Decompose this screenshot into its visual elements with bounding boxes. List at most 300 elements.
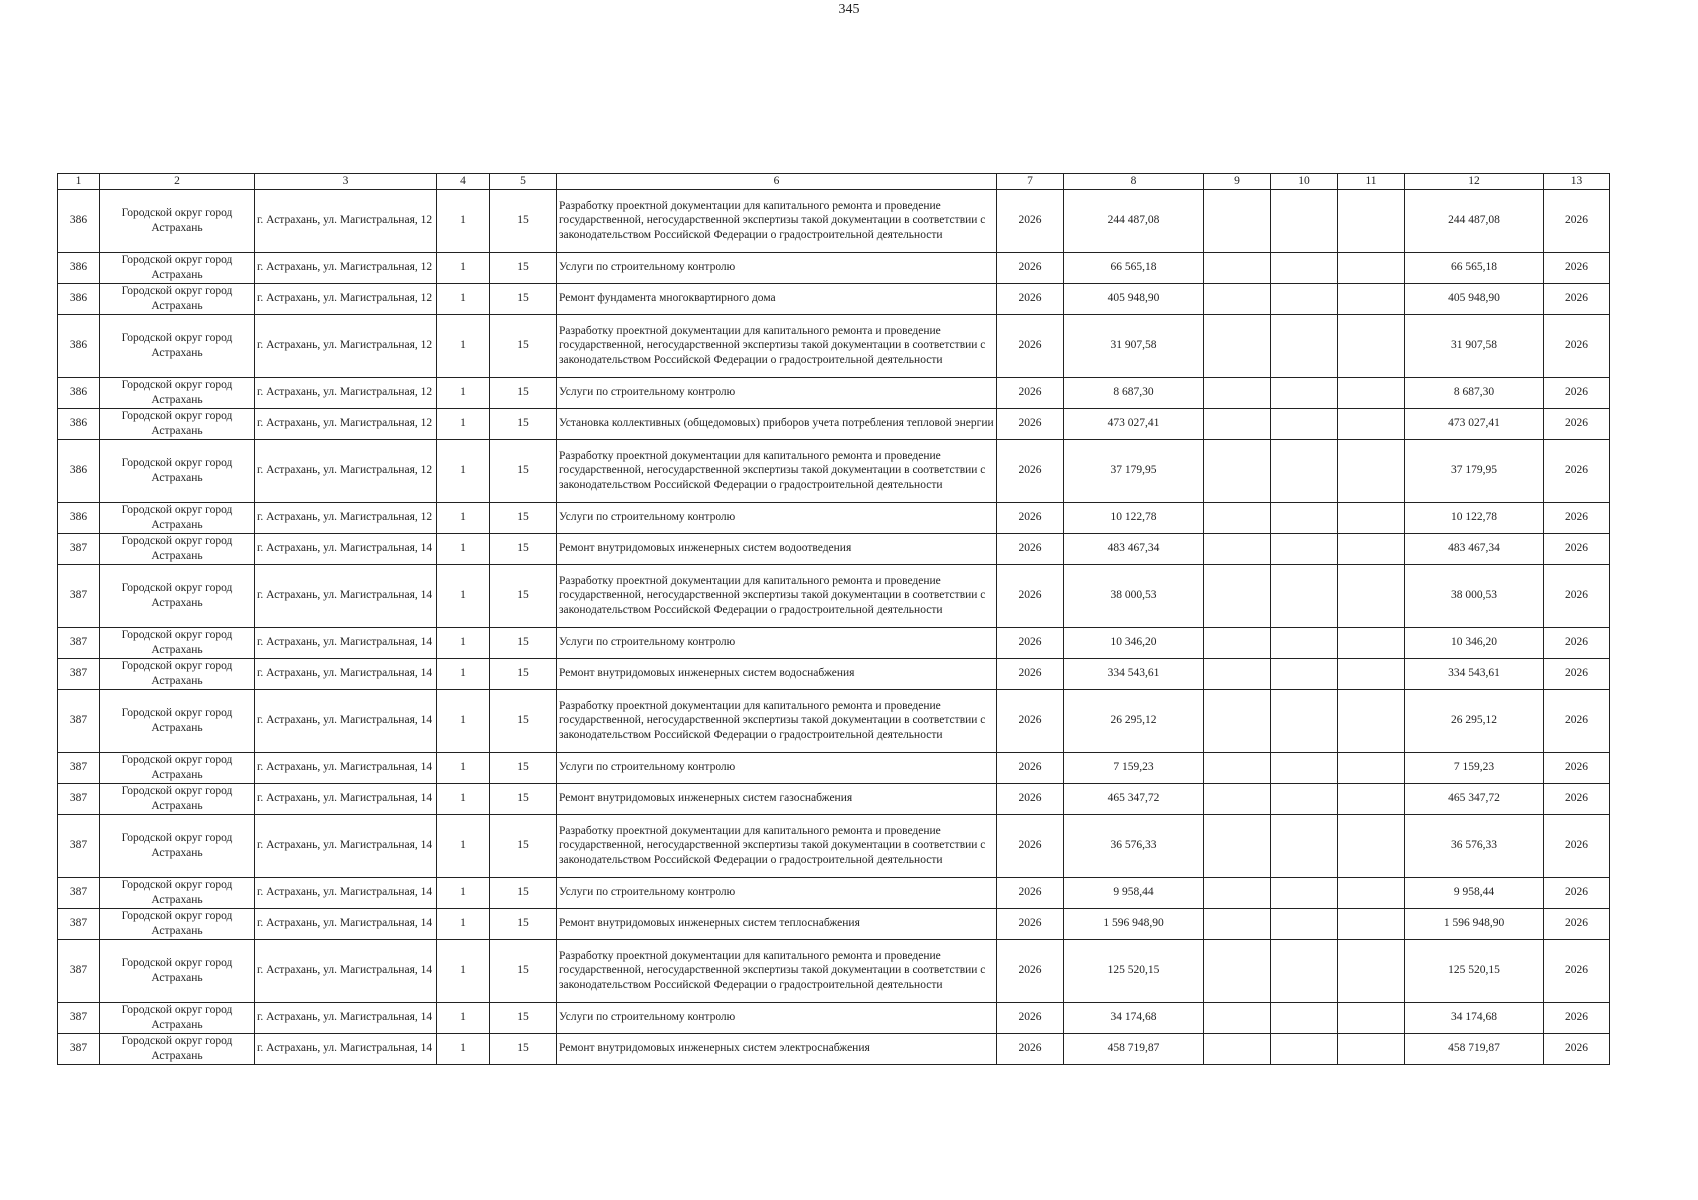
address-cell: г. Астрахань, ул. Магистральная, 14	[255, 752, 437, 783]
municipality-cell: Городской округ город Астрахань	[100, 1033, 255, 1064]
column-11-cell	[1338, 908, 1405, 939]
work-type-cell: Услуги по строительному контролю	[557, 502, 997, 533]
total-cell: 34 174,68	[1405, 1002, 1544, 1033]
column-5-cell: 15	[490, 939, 557, 1002]
column-4-cell: 1	[437, 752, 490, 783]
address-cell: г. Астрахань, ул. Магистральная, 12	[255, 502, 437, 533]
row-number-cell: 387	[58, 752, 100, 783]
column-4-cell: 1	[437, 1002, 490, 1033]
column-4-cell: 1	[437, 189, 490, 252]
work-type-cell: Услуги по строительному контролю	[557, 627, 997, 658]
column-9-cell	[1204, 502, 1271, 533]
column-9-cell	[1204, 814, 1271, 877]
cost-cell: 38 000,53	[1064, 564, 1204, 627]
total-cell: 483 467,34	[1405, 533, 1544, 564]
column-4-cell: 1	[437, 408, 490, 439]
end-year-cell: 2026	[1544, 408, 1610, 439]
cost-cell: 125 520,15	[1064, 939, 1204, 1002]
cost-cell: 8 687,30	[1064, 377, 1204, 408]
row-number-cell: 387	[58, 1033, 100, 1064]
end-year-cell: 2026	[1544, 377, 1610, 408]
total-cell: 31 907,58	[1405, 314, 1544, 377]
cost-cell: 473 027,41	[1064, 408, 1204, 439]
column-4-cell: 1	[437, 1033, 490, 1064]
column-5-cell: 15	[490, 752, 557, 783]
municipality-cell: Городской округ город Астрахань	[100, 189, 255, 252]
row-number-cell: 386	[58, 189, 100, 252]
column-5-cell: 15	[490, 189, 557, 252]
row-number-cell: 386	[58, 408, 100, 439]
year-cell: 2026	[997, 314, 1064, 377]
end-year-cell: 2026	[1544, 533, 1610, 564]
cost-cell: 10 346,20	[1064, 627, 1204, 658]
column-9-cell	[1204, 564, 1271, 627]
table-row	[58, 752, 1610, 783]
year-cell: 2026	[997, 814, 1064, 877]
address-cell: г. Астрахань, ул. Магистральная, 14	[255, 564, 437, 627]
cost-cell: 26 295,12	[1064, 689, 1204, 752]
year-cell: 2026	[997, 502, 1064, 533]
municipality-cell: Городской округ город Астрахань	[100, 252, 255, 283]
column-number-header: 11	[1338, 174, 1405, 190]
work-type-cell: Разработку проектной документации для капитального ремонта и проведение государственной, негосударственной экспертизы такой документации в соответствии с законодательством Российской Федерации о градостроительной деятельности	[557, 564, 997, 627]
column-10-cell	[1271, 627, 1338, 658]
end-year-cell: 2026	[1544, 783, 1610, 814]
column-9-cell	[1204, 1002, 1271, 1033]
address-cell: г. Астрахань, ул. Магистральная, 14	[255, 908, 437, 939]
address-cell: г. Астрахань, ул. Магистральная, 14	[255, 783, 437, 814]
column-9-cell	[1204, 752, 1271, 783]
table-row	[58, 877, 1610, 908]
table-row	[58, 939, 1610, 1002]
end-year-cell: 2026	[1544, 908, 1610, 939]
column-11-cell	[1338, 658, 1405, 689]
column-4-cell: 1	[437, 877, 490, 908]
column-4-cell: 1	[437, 252, 490, 283]
table-body	[58, 189, 1610, 1064]
column-10-cell	[1271, 783, 1338, 814]
work-type-cell: Установка коллективных (общедомовых) приборов учета потребления тепловой энергии	[557, 408, 997, 439]
column-number-header: 1	[58, 174, 100, 190]
column-number-header: 4	[437, 174, 490, 190]
column-10-cell	[1271, 314, 1338, 377]
work-type-cell: Услуги по строительному контролю	[557, 252, 997, 283]
table-row	[58, 252, 1610, 283]
work-type-cell: Услуги по строительному контролю	[557, 752, 997, 783]
work-type-cell: Услуги по строительному контролю	[557, 877, 997, 908]
table-row	[58, 314, 1610, 377]
table-row	[58, 1033, 1610, 1064]
column-11-cell	[1338, 752, 1405, 783]
municipality-cell: Городской округ город Астрахань	[100, 377, 255, 408]
total-cell: 473 027,41	[1405, 408, 1544, 439]
column-10-cell	[1271, 189, 1338, 252]
column-4-cell: 1	[437, 564, 490, 627]
work-type-cell: Ремонт внутридомовых инженерных систем водоотведения	[557, 533, 997, 564]
work-type-cell: Разработку проектной документации для капитального ремонта и проведение государственной, негосударственной экспертизы такой документации в соответствии с законодательством Российской Федерации о градостроительной деятельности	[557, 439, 997, 502]
column-5-cell: 15	[490, 814, 557, 877]
table-row	[58, 814, 1610, 877]
column-9-cell	[1204, 283, 1271, 314]
cost-cell: 244 487,08	[1064, 189, 1204, 252]
row-number-cell: 387	[58, 1002, 100, 1033]
column-11-cell	[1338, 533, 1405, 564]
column-5-cell: 15	[490, 439, 557, 502]
cost-cell: 483 467,34	[1064, 533, 1204, 564]
row-number-cell: 387	[58, 689, 100, 752]
work-type-cell: Ремонт внутридомовых инженерных систем водоснабжения	[557, 658, 997, 689]
cost-cell: 9 958,44	[1064, 877, 1204, 908]
municipality-cell: Городской округ город Астрахань	[100, 283, 255, 314]
column-number-header: 9	[1204, 174, 1271, 190]
municipality-cell: Городской округ город Астрахань	[100, 1002, 255, 1033]
cost-cell: 10 122,78	[1064, 502, 1204, 533]
column-10-cell	[1271, 502, 1338, 533]
column-4-cell: 1	[437, 627, 490, 658]
address-cell: г. Астрахань, ул. Магистральная, 12	[255, 314, 437, 377]
address-cell: г. Астрахань, ул. Магистральная, 12	[255, 283, 437, 314]
column-5-cell: 15	[490, 283, 557, 314]
column-11-cell	[1338, 1002, 1405, 1033]
column-9-cell	[1204, 314, 1271, 377]
column-number-header: 13	[1544, 174, 1610, 190]
row-number-cell: 386	[58, 502, 100, 533]
municipality-cell: Городской округ город Астрахань	[100, 783, 255, 814]
year-cell: 2026	[997, 939, 1064, 1002]
work-type-cell: Ремонт внутридомовых инженерных систем электроснабжения	[557, 1033, 997, 1064]
column-11-cell	[1338, 314, 1405, 377]
column-5-cell: 15	[490, 564, 557, 627]
column-number-header: 2	[100, 174, 255, 190]
column-11-cell	[1338, 564, 1405, 627]
cost-cell: 334 543,61	[1064, 658, 1204, 689]
table-row	[58, 564, 1610, 627]
table-row	[58, 439, 1610, 502]
cost-cell: 465 347,72	[1064, 783, 1204, 814]
column-10-cell	[1271, 408, 1338, 439]
end-year-cell: 2026	[1544, 814, 1610, 877]
total-cell: 66 565,18	[1405, 252, 1544, 283]
year-cell: 2026	[997, 283, 1064, 314]
table-row	[58, 689, 1610, 752]
table-row	[58, 627, 1610, 658]
work-type-cell: Услуги по строительному контролю	[557, 377, 997, 408]
year-cell: 2026	[997, 689, 1064, 752]
column-11-cell	[1338, 783, 1405, 814]
address-cell: г. Астрахань, ул. Магистральная, 14	[255, 533, 437, 564]
end-year-cell: 2026	[1544, 1033, 1610, 1064]
end-year-cell: 2026	[1544, 502, 1610, 533]
column-10-cell	[1271, 377, 1338, 408]
total-cell: 37 179,95	[1405, 439, 1544, 502]
cost-cell: 31 907,58	[1064, 314, 1204, 377]
end-year-cell: 2026	[1544, 939, 1610, 1002]
end-year-cell: 2026	[1544, 627, 1610, 658]
year-cell: 2026	[997, 252, 1064, 283]
table-row	[58, 1002, 1610, 1033]
column-number-header: 7	[997, 174, 1064, 190]
end-year-cell: 2026	[1544, 252, 1610, 283]
column-9-cell	[1204, 908, 1271, 939]
total-cell: 10 122,78	[1405, 502, 1544, 533]
column-4-cell: 1	[437, 783, 490, 814]
address-cell: г. Астрахань, ул. Магистральная, 14	[255, 814, 437, 877]
municipality-cell: Городской округ город Астрахань	[100, 439, 255, 502]
column-number-header: 10	[1271, 174, 1338, 190]
column-9-cell	[1204, 783, 1271, 814]
total-cell: 8 687,30	[1405, 377, 1544, 408]
year-cell: 2026	[997, 533, 1064, 564]
column-5-cell: 15	[490, 908, 557, 939]
column-4-cell: 1	[437, 814, 490, 877]
cost-cell: 66 565,18	[1064, 252, 1204, 283]
column-9-cell	[1204, 439, 1271, 502]
year-cell: 2026	[997, 189, 1064, 252]
column-4-cell: 1	[437, 658, 490, 689]
column-5-cell: 15	[490, 314, 557, 377]
column-9-cell	[1204, 1033, 1271, 1064]
column-10-cell	[1271, 814, 1338, 877]
address-cell: г. Астрахань, ул. Магистральная, 12	[255, 252, 437, 283]
municipality-cell: Городской округ город Астрахань	[100, 939, 255, 1002]
row-number-cell: 387	[58, 877, 100, 908]
table-row	[58, 283, 1610, 314]
municipality-cell: Городской округ город Астрахань	[100, 908, 255, 939]
column-9-cell	[1204, 939, 1271, 1002]
column-11-cell	[1338, 877, 1405, 908]
cost-cell: 36 576,33	[1064, 814, 1204, 877]
column-11-cell	[1338, 939, 1405, 1002]
address-cell: г. Астрахань, ул. Магистральная, 12	[255, 377, 437, 408]
column-11-cell	[1338, 283, 1405, 314]
column-5-cell: 15	[490, 1033, 557, 1064]
column-5-cell: 15	[490, 658, 557, 689]
work-type-cell: Ремонт внутридомовых инженерных систем теплоснабжения	[557, 908, 997, 939]
cost-cell: 1 596 948,90	[1064, 908, 1204, 939]
address-cell: г. Астрахань, ул. Магистральная, 12	[255, 189, 437, 252]
row-number-cell: 386	[58, 377, 100, 408]
work-type-cell: Ремонт фундамента многоквартирного дома	[557, 283, 997, 314]
municipality-cell: Городской округ город Астрахань	[100, 814, 255, 877]
work-type-cell: Разработку проектной документации для капитального ремонта и проведение государственной, негосударственной экспертизы такой документации в соответствии с законодательством Российской Федерации о градостроительной деятельности	[557, 314, 997, 377]
column-9-cell	[1204, 658, 1271, 689]
column-4-cell: 1	[437, 439, 490, 502]
column-number-header: 8	[1064, 174, 1204, 190]
column-10-cell	[1271, 283, 1338, 314]
row-number-cell: 386	[58, 439, 100, 502]
work-type-cell: Услуги по строительному контролю	[557, 1002, 997, 1033]
address-cell: г. Астрахань, ул. Магистральная, 14	[255, 939, 437, 1002]
column-number-header: 6	[557, 174, 997, 190]
column-11-cell	[1338, 408, 1405, 439]
work-type-cell: Разработку проектной документации для капитального ремонта и проведение государственной, негосударственной экспертизы такой документации в соответствии с законодательством Российской Федерации о градостроительной деятельности	[557, 689, 997, 752]
table-row	[58, 377, 1610, 408]
address-cell: г. Астрахань, ул. Магистральная, 12	[255, 439, 437, 502]
column-9-cell	[1204, 533, 1271, 564]
end-year-cell: 2026	[1544, 564, 1610, 627]
address-cell: г. Астрахань, ул. Магистральная, 12	[255, 408, 437, 439]
column-4-cell: 1	[437, 314, 490, 377]
column-9-cell	[1204, 627, 1271, 658]
column-10-cell	[1271, 439, 1338, 502]
municipality-cell: Городской округ город Астрахань	[100, 408, 255, 439]
column-number-header: 12	[1405, 174, 1544, 190]
column-11-cell	[1338, 627, 1405, 658]
year-cell: 2026	[997, 1033, 1064, 1064]
column-5-cell: 15	[490, 377, 557, 408]
address-cell: г. Астрахань, ул. Магистральная, 14	[255, 1002, 437, 1033]
end-year-cell: 2026	[1544, 1002, 1610, 1033]
year-cell: 2026	[997, 783, 1064, 814]
column-11-cell	[1338, 502, 1405, 533]
total-cell: 458 719,87	[1405, 1033, 1544, 1064]
year-cell: 2026	[997, 408, 1064, 439]
total-cell: 10 346,20	[1405, 627, 1544, 658]
total-cell: 1 596 948,90	[1405, 908, 1544, 939]
municipality-cell: Городской округ город Астрахань	[100, 689, 255, 752]
row-number-cell: 387	[58, 564, 100, 627]
column-10-cell	[1271, 752, 1338, 783]
end-year-cell: 2026	[1544, 877, 1610, 908]
column-9-cell	[1204, 689, 1271, 752]
table-row	[58, 658, 1610, 689]
row-number-cell: 386	[58, 314, 100, 377]
column-5-cell: 15	[490, 502, 557, 533]
column-9-cell	[1204, 408, 1271, 439]
column-10-cell	[1271, 939, 1338, 1002]
end-year-cell: 2026	[1544, 658, 1610, 689]
column-10-cell	[1271, 1002, 1338, 1033]
column-9-cell	[1204, 252, 1271, 283]
column-11-cell	[1338, 439, 1405, 502]
repair-register-table	[57, 173, 1610, 1065]
year-cell: 2026	[997, 439, 1064, 502]
column-number-row	[58, 174, 1610, 190]
end-year-cell: 2026	[1544, 689, 1610, 752]
column-4-cell: 1	[437, 908, 490, 939]
cost-cell: 405 948,90	[1064, 283, 1204, 314]
column-9-cell	[1204, 377, 1271, 408]
row-number-cell: 387	[58, 658, 100, 689]
column-11-cell	[1338, 252, 1405, 283]
table-row	[58, 908, 1610, 939]
column-10-cell	[1271, 877, 1338, 908]
column-9-cell	[1204, 877, 1271, 908]
cost-cell: 7 159,23	[1064, 752, 1204, 783]
column-number-header: 5	[490, 174, 557, 190]
page-number: 345	[838, 2, 860, 17]
column-10-cell	[1271, 564, 1338, 627]
end-year-cell: 2026	[1544, 439, 1610, 502]
column-9-cell	[1204, 189, 1271, 252]
municipality-cell: Городской округ город Астрахань	[100, 533, 255, 564]
municipality-cell: Городской округ город Астрахань	[100, 564, 255, 627]
total-cell: 26 295,12	[1405, 689, 1544, 752]
end-year-cell: 2026	[1544, 189, 1610, 252]
work-type-cell: Ремонт внутридомовых инженерных систем газоснабжения	[557, 783, 997, 814]
cost-cell: 37 179,95	[1064, 439, 1204, 502]
year-cell: 2026	[997, 1002, 1064, 1033]
row-number-cell: 387	[58, 939, 100, 1002]
row-number-cell: 387	[58, 533, 100, 564]
row-number-cell: 387	[58, 783, 100, 814]
column-10-cell	[1271, 689, 1338, 752]
table-row	[58, 502, 1610, 533]
municipality-cell: Городской округ город Астрахань	[100, 658, 255, 689]
row-number-cell: 386	[58, 252, 100, 283]
row-number-cell: 387	[58, 814, 100, 877]
year-cell: 2026	[997, 564, 1064, 627]
column-10-cell	[1271, 658, 1338, 689]
municipality-cell: Городской округ город Астрахань	[100, 502, 255, 533]
column-5-cell: 15	[490, 533, 557, 564]
total-cell: 465 347,72	[1405, 783, 1544, 814]
municipality-cell: Городской округ город Астрахань	[100, 752, 255, 783]
cost-cell: 34 174,68	[1064, 1002, 1204, 1033]
work-type-cell: Разработку проектной документации для капитального ремонта и проведение государственной, негосударственной экспертизы такой документации в соответствии с законодательством Российской Федерации о градостроительной деятельности	[557, 189, 997, 252]
total-cell: 244 487,08	[1405, 189, 1544, 252]
end-year-cell: 2026	[1544, 283, 1610, 314]
year-cell: 2026	[997, 658, 1064, 689]
column-4-cell: 1	[437, 939, 490, 1002]
municipality-cell: Городской округ город Астрахань	[100, 314, 255, 377]
column-4-cell: 1	[437, 689, 490, 752]
column-5-cell: 15	[490, 783, 557, 814]
column-5-cell: 15	[490, 877, 557, 908]
column-11-cell	[1338, 377, 1405, 408]
year-cell: 2026	[997, 908, 1064, 939]
total-cell: 7 159,23	[1405, 752, 1544, 783]
column-5-cell: 15	[490, 1002, 557, 1033]
table-row	[58, 189, 1610, 252]
work-type-cell: Разработку проектной документации для капитального ремонта и проведение государственной, негосударственной экспертизы такой документации в соответствии с законодательством Российской Федерации о градостроительной деятельности	[557, 939, 997, 1002]
end-year-cell: 2026	[1544, 752, 1610, 783]
column-4-cell: 1	[437, 377, 490, 408]
table-row	[58, 408, 1610, 439]
row-number-cell: 387	[58, 627, 100, 658]
total-cell: 38 000,53	[1405, 564, 1544, 627]
table-row	[58, 533, 1610, 564]
address-cell: г. Астрахань, ул. Магистральная, 14	[255, 1033, 437, 1064]
column-10-cell	[1271, 1033, 1338, 1064]
column-5-cell: 15	[490, 627, 557, 658]
year-cell: 2026	[997, 752, 1064, 783]
column-4-cell: 1	[437, 533, 490, 564]
total-cell: 405 948,90	[1405, 283, 1544, 314]
year-cell: 2026	[997, 877, 1064, 908]
municipality-cell: Городской округ город Астрахань	[100, 877, 255, 908]
column-11-cell	[1338, 689, 1405, 752]
column-number-header: 3	[255, 174, 437, 190]
row-number-cell: 387	[58, 908, 100, 939]
column-5-cell: 15	[490, 408, 557, 439]
total-cell: 334 543,61	[1405, 658, 1544, 689]
column-11-cell	[1338, 1033, 1405, 1064]
address-cell: г. Астрахань, ул. Магистральная, 14	[255, 877, 437, 908]
end-year-cell: 2026	[1544, 314, 1610, 377]
year-cell: 2026	[997, 377, 1064, 408]
column-11-cell	[1338, 189, 1405, 252]
column-5-cell: 15	[490, 689, 557, 752]
column-10-cell	[1271, 533, 1338, 564]
total-cell: 125 520,15	[1405, 939, 1544, 1002]
year-cell: 2026	[997, 627, 1064, 658]
column-4-cell: 1	[437, 283, 490, 314]
address-cell: г. Астрахань, ул. Магистральная, 14	[255, 689, 437, 752]
table-row	[58, 783, 1610, 814]
column-11-cell	[1338, 814, 1405, 877]
total-cell: 9 958,44	[1405, 877, 1544, 908]
